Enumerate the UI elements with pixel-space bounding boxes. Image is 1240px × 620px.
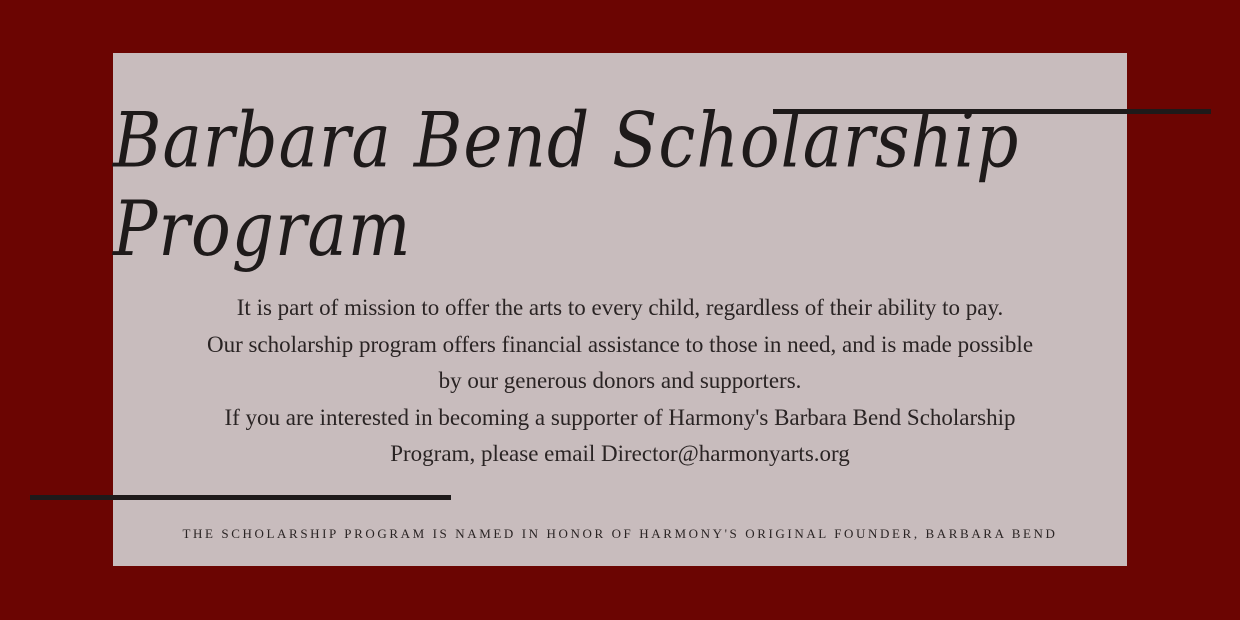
- bottom-accent-rule: [30, 495, 451, 500]
- description-text: [113, 290, 1127, 473]
- description-line-4: If you are interested in becoming a supporter of Harmony's Barbara Bend Scholarship: [224, 404, 1016, 430]
- founder-note: THE SCHOLARSHIP PROGRAM IS NAMED IN HONOR OF HARMONY'S ORIGINAL FOUNDER, BARBARA BEND: [182, 526, 1058, 541]
- description-line-2: Our scholarship program offers financial assistance to those in need, and is made possible: [206, 331, 1034, 357]
- description-line-1: It is part of mission to offer the arts to every child, regardless of their ability to pay.: [236, 295, 1004, 320]
- program-title: Barbara Bend Scholarship Program: [113, 96, 1020, 274]
- description-line-5: Program, please email Director@harmonyarts.org: [390, 441, 850, 466]
- description-line-3: by our generous donors and supporters.: [438, 368, 802, 393]
